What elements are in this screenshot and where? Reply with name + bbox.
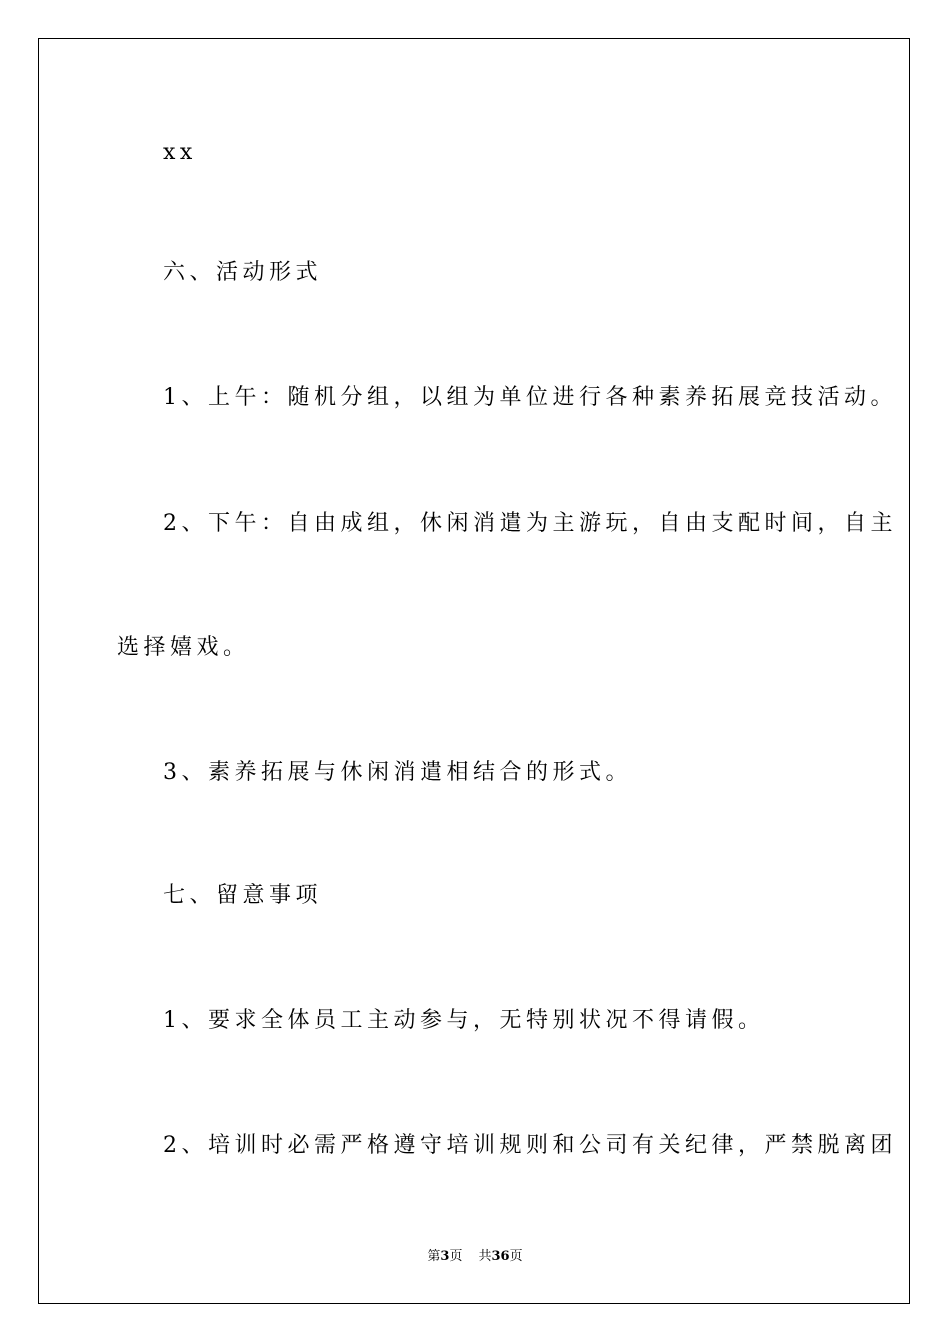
page-footer xyxy=(0,1248,950,1266)
paragraph-morning: 1、上午：随机分组，以组为单位进行各种素养拓展竞技活动。 xyxy=(163,385,897,410)
text-line-xx: xx xyxy=(163,140,197,165)
total-label-prefix: 共 xyxy=(478,1249,492,1264)
total-page-count: 36 xyxy=(491,1249,510,1264)
paragraph-participation: 1、要求全体员工主动参与，无特别状况不得请假。 xyxy=(163,1008,765,1033)
page-label-prefix: 第 xyxy=(427,1249,441,1264)
total-label-suffix: 页 xyxy=(509,1249,523,1264)
paragraph-combined-form: 3、素养拓展与休闲消遣相结合的形式。 xyxy=(163,760,632,785)
section-heading-activity-form: 六、活动形式 xyxy=(163,260,323,285)
page-label-suffix: 页 xyxy=(449,1249,463,1264)
section-heading-notes: 七、留意事项 xyxy=(163,883,323,908)
paragraph-discipline: 2、培训时必需严格遵守培训规则和公司有关纪律，严禁脱离团 xyxy=(163,1133,897,1158)
paragraph-afternoon-continued: 选择嬉戏。 xyxy=(117,635,250,660)
paragraph-afternoon: 2、下午：自由成组，休闲消遣为主游玩，自由支配时间，自主 xyxy=(163,511,897,536)
page-border xyxy=(38,38,910,1304)
current-page-number: 3 xyxy=(440,1249,450,1264)
